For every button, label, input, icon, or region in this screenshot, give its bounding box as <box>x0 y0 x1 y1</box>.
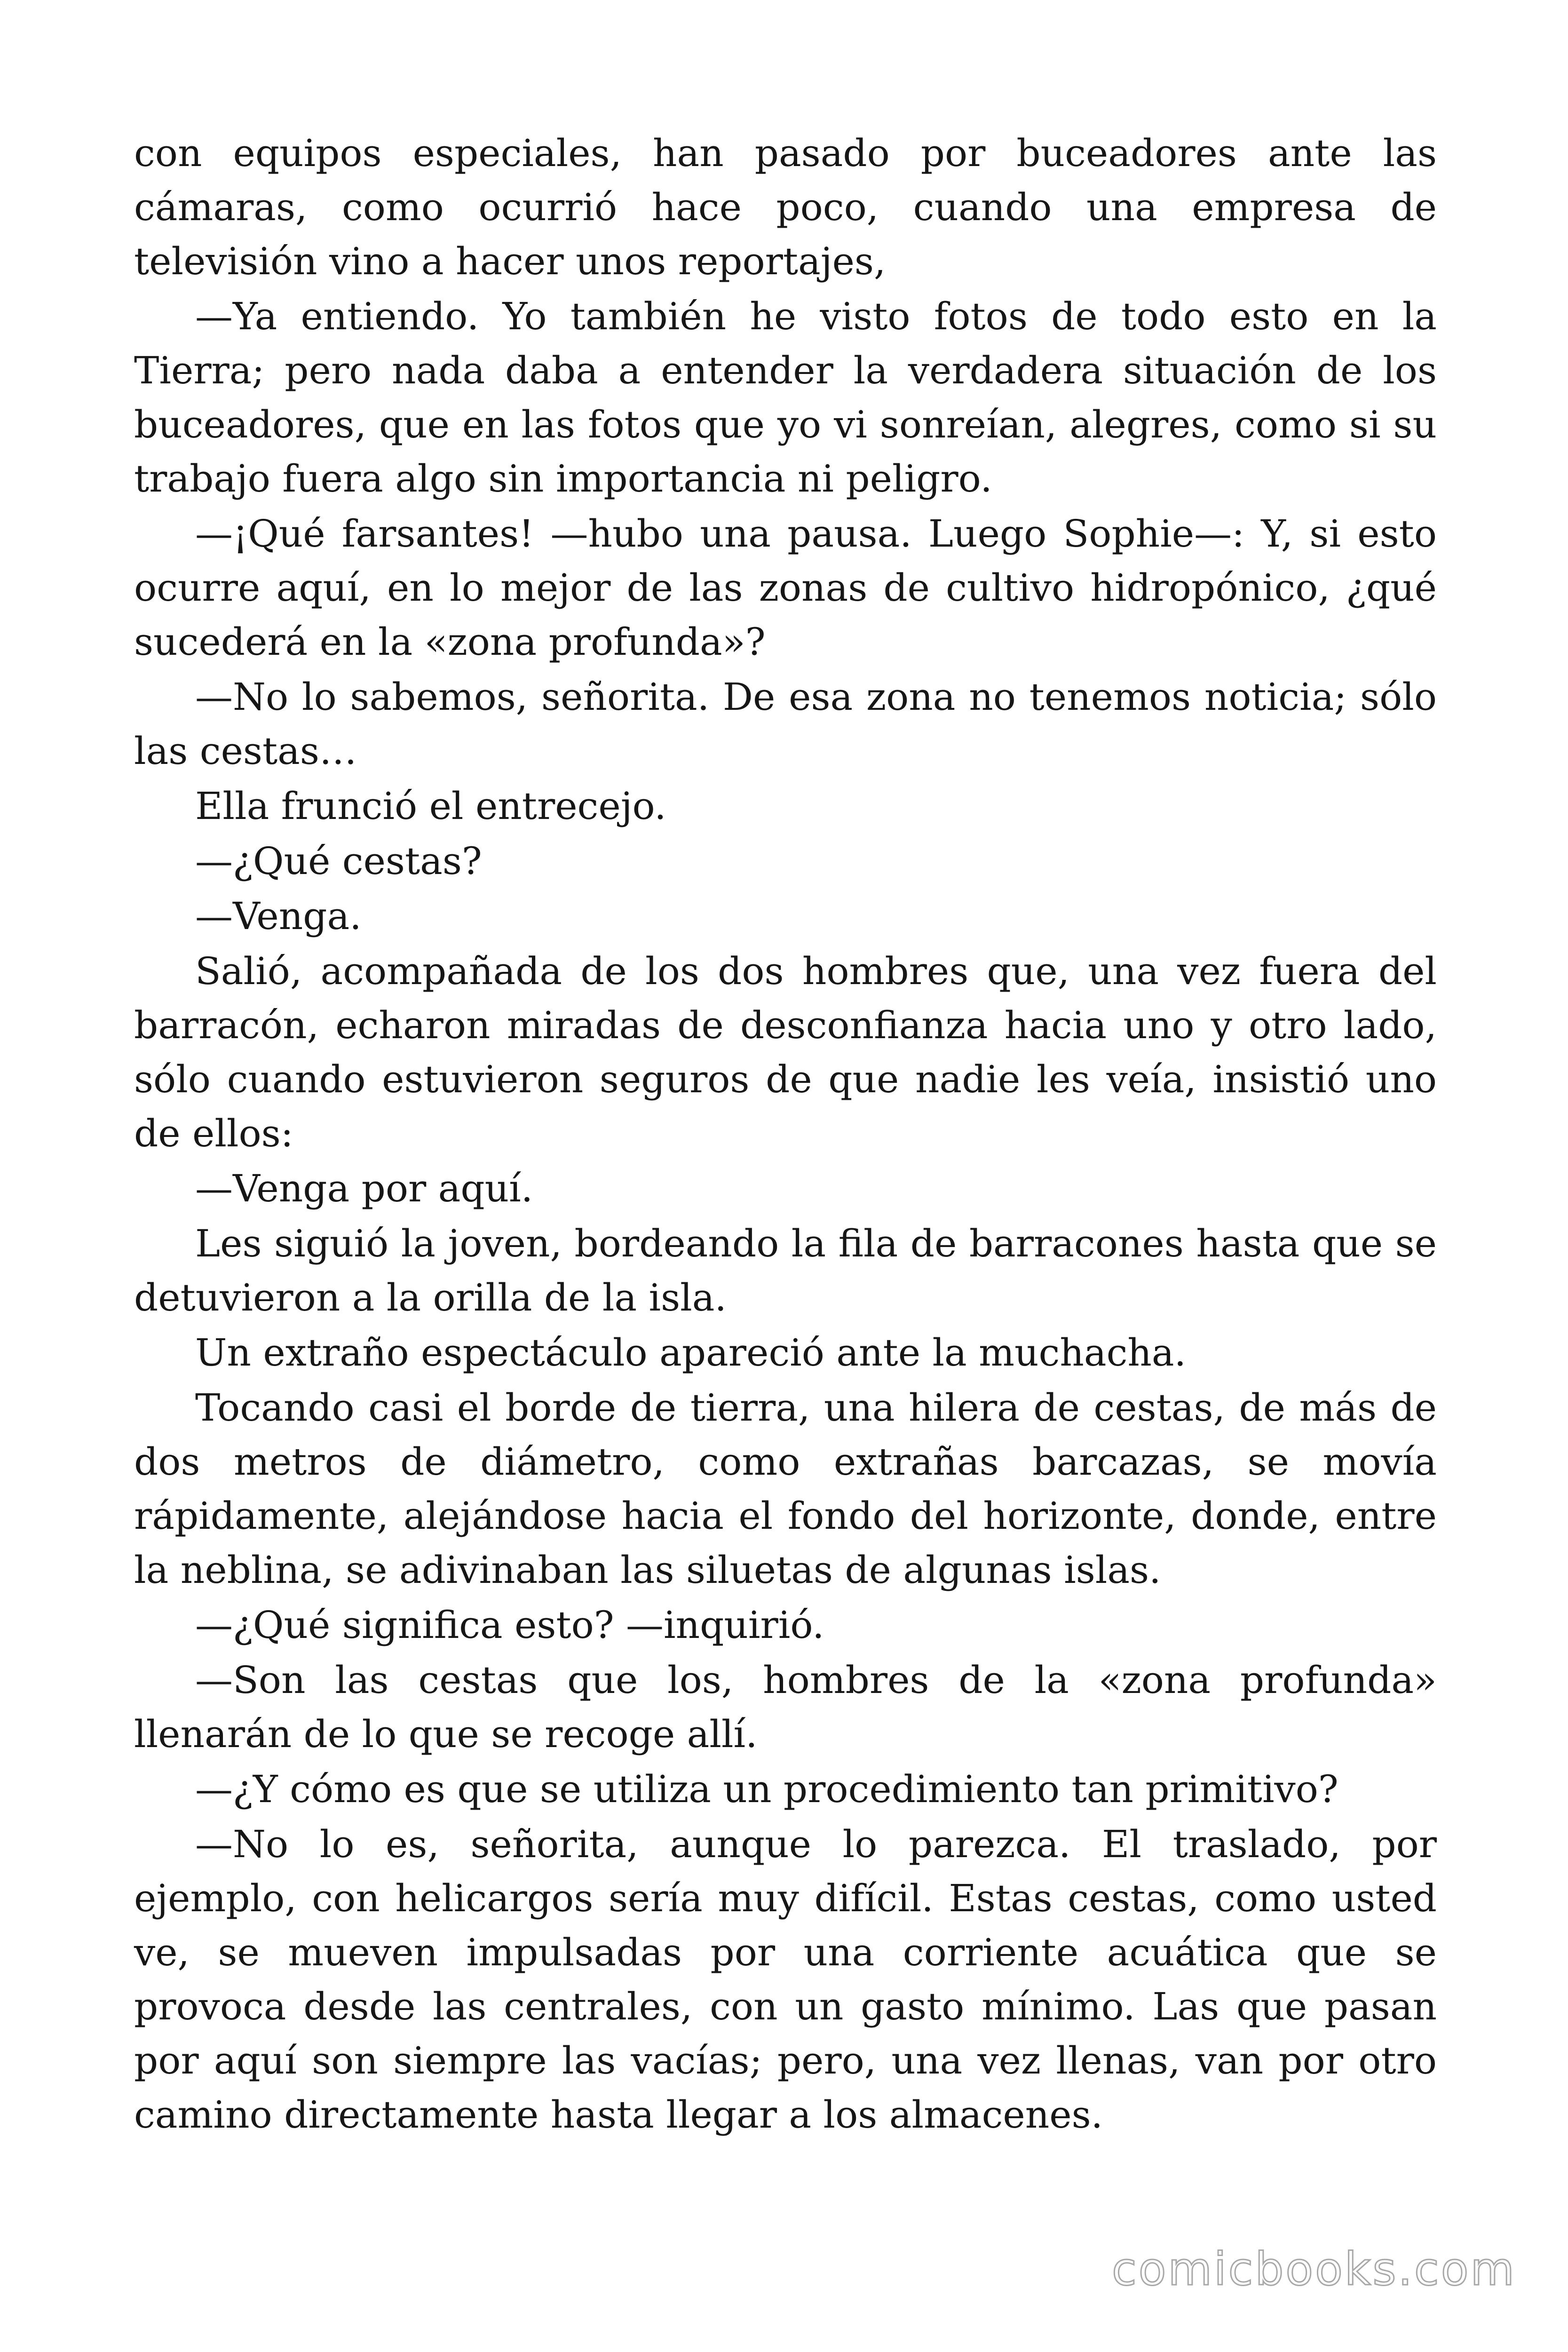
book-page <box>134 126 1437 2143</box>
paragraph: —¿Qué significa esto? —inquirió. <box>195 1603 824 1647</box>
paragraph: Un extraño espectáculo apareció ante la muchacha. <box>195 1331 1187 1375</box>
paragraph: —No lo sabemos, señorita. De esa zona no tenemos noticia; sólo las cestas… <box>134 675 1437 773</box>
watermark: comicbooks.com <box>1111 2243 1516 2296</box>
paragraph: —Son las cestas que los, hombres de la «zona profunda» llenarán de lo que se recoge allí. <box>134 1658 1437 1756</box>
paragraph: Tocando casi el borde de tierra, una hilera de cestas, de más de dos metros de diámetro, como extrañas barcazas, se movía rápidamente, alejándose hacia el fondo del horizonte, donde, entre la neblina, se adivinaban las siluetas de algunas islas. <box>134 1386 1437 1592</box>
paragraph: —¡Qué farsantes! —hubo una pausa. Luego Sophie—: Y, si esto ocurre aquí, en lo mejor de las zonas de cultivo hidropónico, ¿qué sucederá en la «zona profunda»? <box>134 512 1437 664</box>
paragraph: —Ya entiendo. Yo también he visto fotos de todo esto en la Tierra; pero nada daba a entender la verdadera situación de los buceadores, que en las fotos que yo vi sonreían, alegres, como si su trabajo fuera algo sin importancia ni peligro. <box>134 294 1437 501</box>
paragraph: —Venga. <box>195 894 362 938</box>
paragraph: —¿Qué cestas? <box>195 839 482 883</box>
paragraph-continuation: con equipos especiales, han pasado por buceadores ante las cámaras, como ocurrió hace poco, cuando una empresa de televisión vino a hacer unos reportajes, <box>134 131 1437 283</box>
paragraph: —No lo es, señorita, aunque lo parezca. El traslado, por ejemplo, con helicargos sería muy difícil. Estas cestas, como usted ve, se mueven impulsadas por una corriente acuática que se provoca desde las centrales, con un gasto mínimo. Las que pasan por aquí son siempre las vacías; pero, una vez llenas, van por otro camino directamente hasta llegar a los almacenes. <box>134 1822 1437 2137</box>
paragraph: —¿Y cómo es que se utiliza un procedimiento tan primitivo? <box>195 1767 1338 1811</box>
paragraph: —Venga por aquí. <box>195 1167 533 1210</box>
paragraph: Salió, acompañada de los dos hombres que, una vez fuera del barracón, echaron miradas de desconfianza hacia uno y otro lado, sólo cuando estuvieron seguros de que nadie les veía, insistió uno de ellos: <box>134 949 1437 1155</box>
paragraph: Ella frunció el entrecejo. <box>195 784 666 828</box>
paragraph: Les siguió la joven, bordeando la fila de barracones hasta que se detuvieron a la orilla de la isla. <box>134 1222 1437 1319</box>
